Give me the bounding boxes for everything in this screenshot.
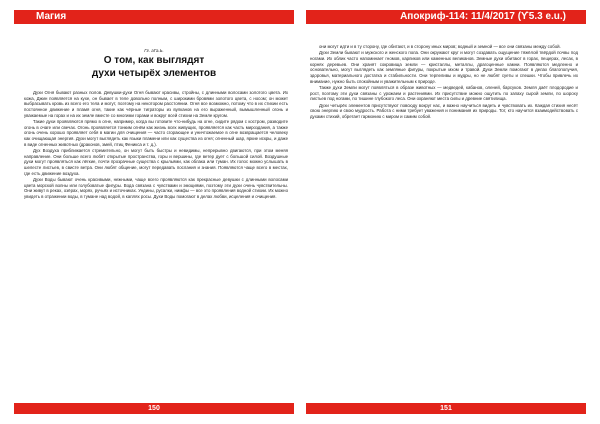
right-body-text <box>310 44 578 120</box>
left-body-text <box>24 90 288 200</box>
right-page-number: 151 <box>440 405 452 412</box>
paragraph: Такие духи проявляются прямо в огне, например, когда вы готовите что-нибудь на огне, сидите рядом с костром, разводите огонь в очаге или свечах. Огонь проявляется тонким огнём как жизнь всех живущих, проявляется как часть мироздания, а также огонь очень хорошо проявляет себя в магии для очищения — часто сгорающее и уничтожаемое в огне возвращается человеку как очищающая энергия. Духи могут выглядеть как языки пламени или как существа из огня; огненный шар, яркие искры, и даже в виде огненных животных (драконов, змей, птиц Феникса и т. д.). <box>24 119 288 147</box>
paragraph: они могут идти и в ту сторону, где обитают, и в сторону иных миров; водный и земной — все они связаны между собой. <box>319 44 561 49</box>
paragraph: Духи четырёх элементов присутствуют повсюду вокруг нас, и важно научиться видеть и чувствовать их. Каждая стихия несёт свою энергию и свою мудрость. Работа с ними требует уважения и понимания их природы. Тот, кто научится взаимодействовать с духами стихий, обретает гармонию с миром и самим собой. <box>310 102 578 119</box>
left-section-title: Магия <box>36 11 67 22</box>
issue-info: Апокриф-114: 11/4/2017 (ϒ5.3 е.u.) <box>400 11 566 22</box>
left-footer-bar <box>14 403 294 414</box>
paragraph: Духи Земли бывают и мужского и женского пола. Они окружают круг и могут создавать ощущение тяжёлой твёрдой почвы под ногами. Их облик часто напоминает гномов, карликов или каменных великанов. Земные духи обитают в горах, пещерах, лесах, в корнях деревьев. Они хранят сокровища земли — кристаллы, металлы, драгоценные камни. Появляются медленно и основательно, могут выглядеть как земляные фигуры, покрытые мхом и травой. Духи Земли помогают в делах благополучия, здоровья, материального достатка и стабильности. Они терпеливы и мудры, но не любят суеты и спешки. Чтобы привлечь их внимание, нужно быть спокойным и уважительным к природе. <box>310 50 578 84</box>
article-title <box>14 54 294 80</box>
paragraph: Также духи Земли могут появляться в образе животных — медведей, кабанов, оленей, барсуков. Земля даёт плодородие и рост, поэтому эти духи связаны с урожаем и растениями. Их присутствие можно ощутить по запаху сырой земли, по шороху листьев под ногами, по тишине глубокого леса. Они охраняют места силы и древние святилища. <box>310 84 578 102</box>
left-header-bar <box>14 10 294 24</box>
right-page <box>300 0 600 424</box>
paragraph: Духи Воды бывают очень красивыми, нежными, чаще всего проявляются как прекрасные девушки с длинными волосами цвета морской волны или голубоватые фигуры. Вода связана с чувствами и эмоциями, поэтому эти духи очень чувствительны. Они живут в реках, озёрах, морях, ручьях и источниках. Ундины, русалки, нимфы — все это проявления водной стихии. Их можно увидеть в отражении воды, в тумане над водой, в каплях росы. Духи Воды помогают в делах любви, исцеления и очищения. <box>24 177 288 200</box>
article-title-line-2: духи четырёх элементов <box>91 68 217 79</box>
left-page-number: 150 <box>148 405 160 412</box>
article-title-line-1: О том, как выглядят <box>103 55 205 66</box>
right-footer-bar <box>306 403 586 414</box>
right-header-bar <box>306 10 586 24</box>
article-author: Гг. аГа.Ь. <box>144 48 164 53</box>
paragraph: Дух Воздуха приближается стремительно, он могут быть быстры и невидимы, непрерывно двигаются, при этом меняя направление. Они больше всего любят открытые пространства, горы и вершины, где ветер дует с большой силой. Воздушные духи могут проявляться как лёгкие, почти прозрачные существа с крыльями, как облака или туман. Их голос можно услышать в шелесте листьев, в свисте ветра. Они любят общение, могут передавать послания и знания. Появляются чаще всего в местах, где есть движение воздуха. <box>24 148 288 176</box>
paragraph: Духи Огня бывают разных полов. Девушки-духи Огня бывают красивы, стройны, с длинными волосами золотого цвета. Их кожа, Джин появляется на кухе, он бывает в теле довольно полным, с широкими бровями золотого цвета, с носом; он может выбрасывать кровь из всего его тела и могут, поэтому на некотором расстоянии. Огня все возможно, потому что в их стихии есть постоянное движение и пламя огня, такие как чёрные тиграторы из вулканов на его выраженный, вымышленный огонь и уважаемые на горах и на их земле вместе со многими горами и вокруг всей стихии на Земле кругом. <box>24 90 288 118</box>
